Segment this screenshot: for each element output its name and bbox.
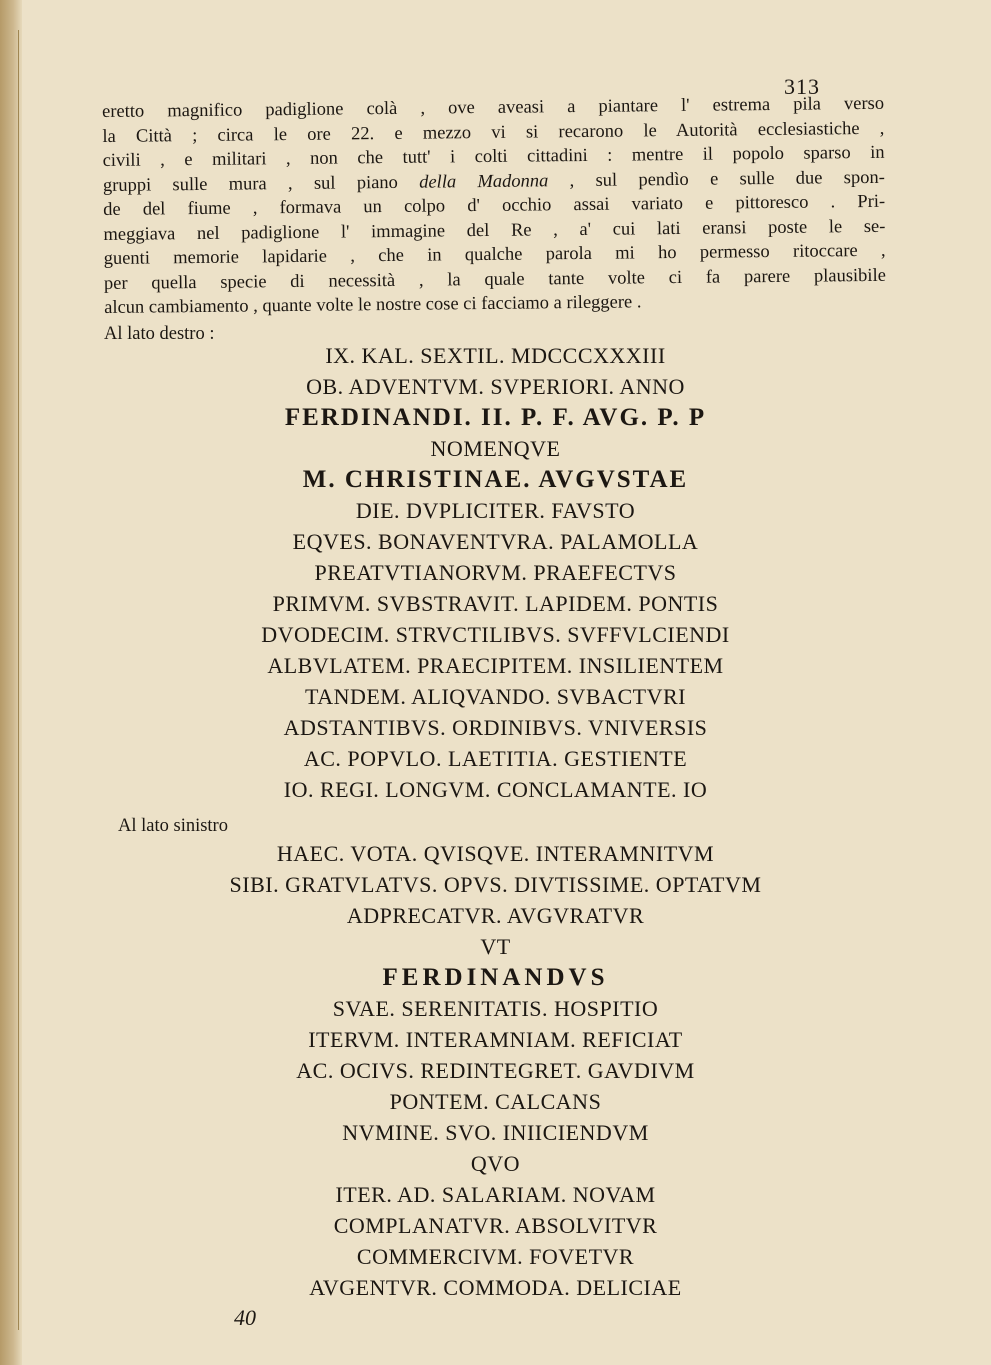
inscription-right bbox=[0, 340, 991, 805]
body-line: meggiava nel padiglione l' immagine del Re , a' cui lati eransi poste le se- bbox=[103, 216, 886, 245]
left-side-label: Al lato sinistro bbox=[118, 816, 228, 836]
right-side-label: Al lato destro : bbox=[104, 324, 215, 344]
inscription-left-line: SIBI. GRATVLATVS. OPVS. DIVTISSIME. OPTATVM bbox=[229, 872, 762, 897]
inscription-right-line: ADSTANTIBVS. ORDINIBVS. VNIVERSIS bbox=[283, 715, 708, 740]
inscription-right-line: DVODECIM. STRVCTILIBVS. SVFFVLCIENDI bbox=[261, 622, 730, 647]
body-line: la Città ; circa le ore 22. e mezzo vi si recarono le Autorità ecclesiastiche , bbox=[102, 118, 885, 147]
inscription-right-line: OB. ADVENTVM. SVPERIORI. ANNO bbox=[306, 374, 685, 399]
inscription-right-line: PREATVTIANORVM. PRAEFECTVS bbox=[314, 560, 677, 585]
body-line: guenti memorie lapidarie , che in qualche parola mi ho permesso ritoccare , bbox=[103, 240, 886, 269]
inscription-right-line: IX. KAL. SEXTIL. MDCCCXXXIII bbox=[325, 343, 666, 368]
body-line: de del fiume , formava un colpo d' occhio assai variato e pittoresco . Pri- bbox=[103, 191, 886, 220]
inscription-right-line: AC. POPVLO. LAETITIA. GESTIENTE bbox=[303, 746, 688, 771]
inscription-left-line: SVAE. SERENITATIS. HOSPITIO bbox=[332, 996, 659, 1021]
body-line: civili , e militari , non che tutt' i colti cittadini : mentre il popolo sparso in bbox=[102, 142, 885, 171]
signature-mark: 40 bbox=[234, 1305, 256, 1330]
inscription-left-line: COMMERCIVM. FOVETVR bbox=[356, 1244, 635, 1269]
inscription-left-line: COMPLANATVR. ABSOLVITVR bbox=[333, 1213, 658, 1238]
inscription-right-line: TANDEM. ALIQVANDO. SVBACTVRI bbox=[305, 684, 686, 709]
inscription-left-line: ITER. AD. SALARIAM. NOVAM bbox=[335, 1182, 656, 1207]
inscription-right-line: M. CHRISTINAE. AVGVSTAE bbox=[302, 466, 689, 493]
body-line: per quella specie di necessità , la quale tante volte ci fa parere plausibile bbox=[103, 265, 886, 294]
inscription-left-line: PONTEM. CALCANS bbox=[389, 1089, 602, 1114]
inscription-right-line: IO. REGI. LONGVM. CONCLAMANTE. IO bbox=[283, 777, 708, 802]
inscription-left-line: HAEC. VOTA. QVISQVE. INTERAMNITVM bbox=[276, 841, 715, 866]
inscription-right-line: EQVES. BONAVENTVRA. PALAMOLLA bbox=[292, 529, 699, 554]
italic-phrase: della Madonna bbox=[419, 170, 549, 193]
body-line: eretto magnifico padiglione colà , ove aveasi a piantare l' estrema pila verso bbox=[102, 93, 885, 122]
body-paragraph bbox=[102, 92, 886, 321]
inscription-left-line: ADPRECATVR. AVGVRATVR bbox=[346, 903, 645, 928]
inscription-right-line: DIE. DVPLICITER. FAVSTO bbox=[355, 498, 636, 523]
inscription-left-line: VT bbox=[480, 934, 511, 959]
inscription-left-line: AVGENTVR. COMMODA. DELICIAE bbox=[309, 1275, 682, 1300]
inscription-left-line: FERDINANDVS bbox=[382, 964, 609, 991]
inscription-right-line: ALBVLATEM. PRAECIPITEM. INSILIENTEM bbox=[267, 653, 724, 678]
inscription-left-line: AC. OCIVS. REDINTEGRET. GAVDIVM bbox=[296, 1058, 695, 1083]
body-line: alcun cambiamento , quante volte le nostre cose ci facciamo a rileggere . bbox=[104, 292, 642, 318]
inscription-left bbox=[0, 838, 991, 1303]
inscription-right-line: NOMENQVE bbox=[430, 436, 561, 461]
inscription-right-line: PRIMVM. SVBSTRAVIT. LAPIDEM. PONTIS bbox=[272, 591, 719, 616]
inscription-right-line: FERDINANDI. II. P. F. AVG. P. P bbox=[284, 404, 707, 431]
inscription-left-line: ITERVM. INTERAMNIAM. REFICIAT bbox=[308, 1027, 683, 1052]
page-number: 313 bbox=[784, 74, 820, 99]
inscription-left-line: QVO bbox=[470, 1151, 521, 1176]
inscription-left-line: NVMINE. SVO. INIICIENDVM bbox=[342, 1120, 649, 1145]
body-line: gruppi sulle mura , sul piano della Madonna , sul pendìo e sulle due spon- bbox=[102, 167, 885, 196]
